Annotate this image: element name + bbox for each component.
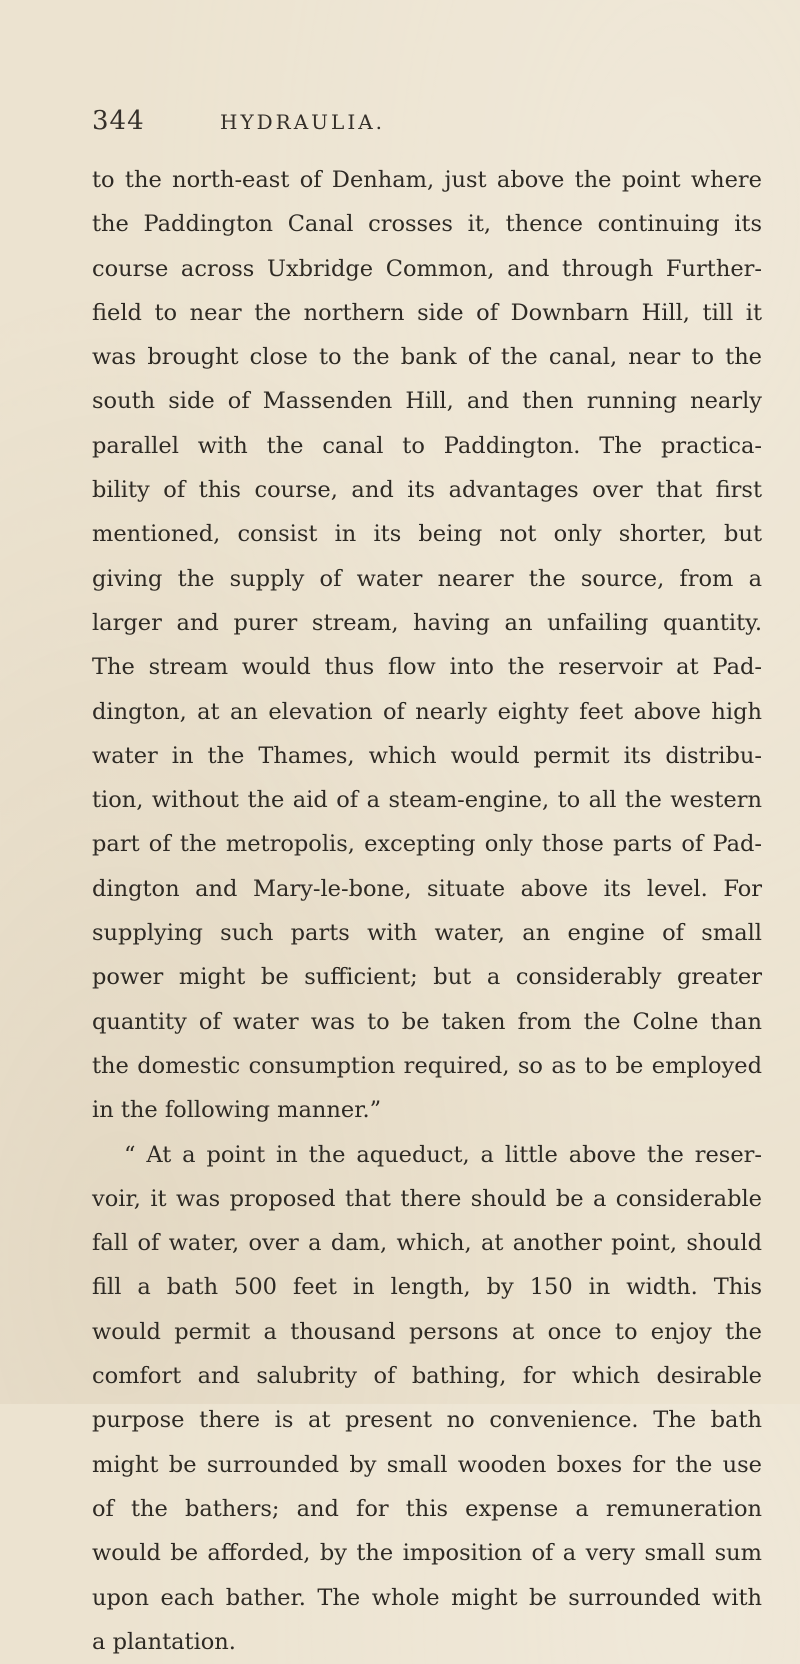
text-line: south side of Massenden Hill, and then running nearly <box>92 388 762 415</box>
running-head <box>92 106 732 146</box>
text-line: part of the metropolis, excepting only those parts of Pad- <box>92 831 762 858</box>
text-line: the Paddington Canal crosses it, thence continuing its <box>92 211 762 238</box>
body-text <box>92 158 762 1664</box>
text-line: to the north-east of Denham, just above the point where <box>92 167 762 193</box>
text-line: might be surrounded by small wooden boxes for the use <box>92 1451 762 1478</box>
text-line: parallel with the canal to Paddington. The practica- <box>92 432 762 459</box>
text-line: the domestic consumption required, so as to be employed <box>92 1052 762 1079</box>
paragraph-end-line: a plantation. <box>92 1628 236 1655</box>
running-title: HYDRAULIA. <box>220 110 386 134</box>
text-line: course across Uxbridge Common, and through Further- <box>92 255 762 282</box>
text-line: larger and purer stream, having an unfailing quantity. <box>92 609 762 636</box>
text-line: The stream would thus flow into the reservoir at Pad- <box>92 654 762 681</box>
text-line: upon each bather. The whole might be surrounded with <box>92 1584 762 1611</box>
text-line: purpose there is at present no convenience. The bath <box>92 1407 762 1434</box>
paragraph-start-line: “ At a point in the aqueduct, a little above the reser- <box>124 1141 762 1168</box>
text-line: would permit a thousand persons at once to enjoy the <box>92 1318 762 1345</box>
text-line: would be afforded, by the imposition of a very small sum <box>92 1540 762 1567</box>
text-line: water in the Thames, which would permit its distribu- <box>92 742 762 769</box>
text-line: supplying such parts with water, an engine of small <box>92 920 762 947</box>
text-line: of the bathers; and for this expense a remuneration <box>92 1495 762 1522</box>
text-line: mentioned, consist in its being not only shorter, but <box>92 521 762 548</box>
text-line: giving the supply of water nearer the source, from a <box>92 565 762 592</box>
text-line: tion, without the aid of a steam-engine, to all the western <box>92 787 762 814</box>
text-line: comfort and salubrity of bathing, for which desirable <box>92 1363 762 1390</box>
text-line: power might be sufficient; but a considerably greater <box>92 964 762 991</box>
text-line: dington, at an elevation of nearly eighty feet above high <box>92 698 762 725</box>
text-line: voir, it was proposed that there should be a considerable <box>92 1185 762 1212</box>
text-line: fill a bath 500 feet in length, by 150 in width. This <box>92 1274 762 1301</box>
text-line: quantity of water was to be taken from the Colne than <box>92 1008 762 1035</box>
page-number: 344 <box>92 106 145 136</box>
text-line: bility of this course, and its advantages over that first <box>92 477 762 504</box>
text-line: was brought close to the bank of the canal, near to the <box>92 344 762 371</box>
text-line: dington and Mary-le-bone, situate above its level. For <box>92 875 762 902</box>
text-line: fall of water, over a dam, which, at another point, should <box>92 1230 762 1257</box>
text-line: field to near the northern side of Downbarn Hill, till it <box>92 299 762 326</box>
paragraph-end-line: in the following manner.” <box>92 1097 382 1124</box>
